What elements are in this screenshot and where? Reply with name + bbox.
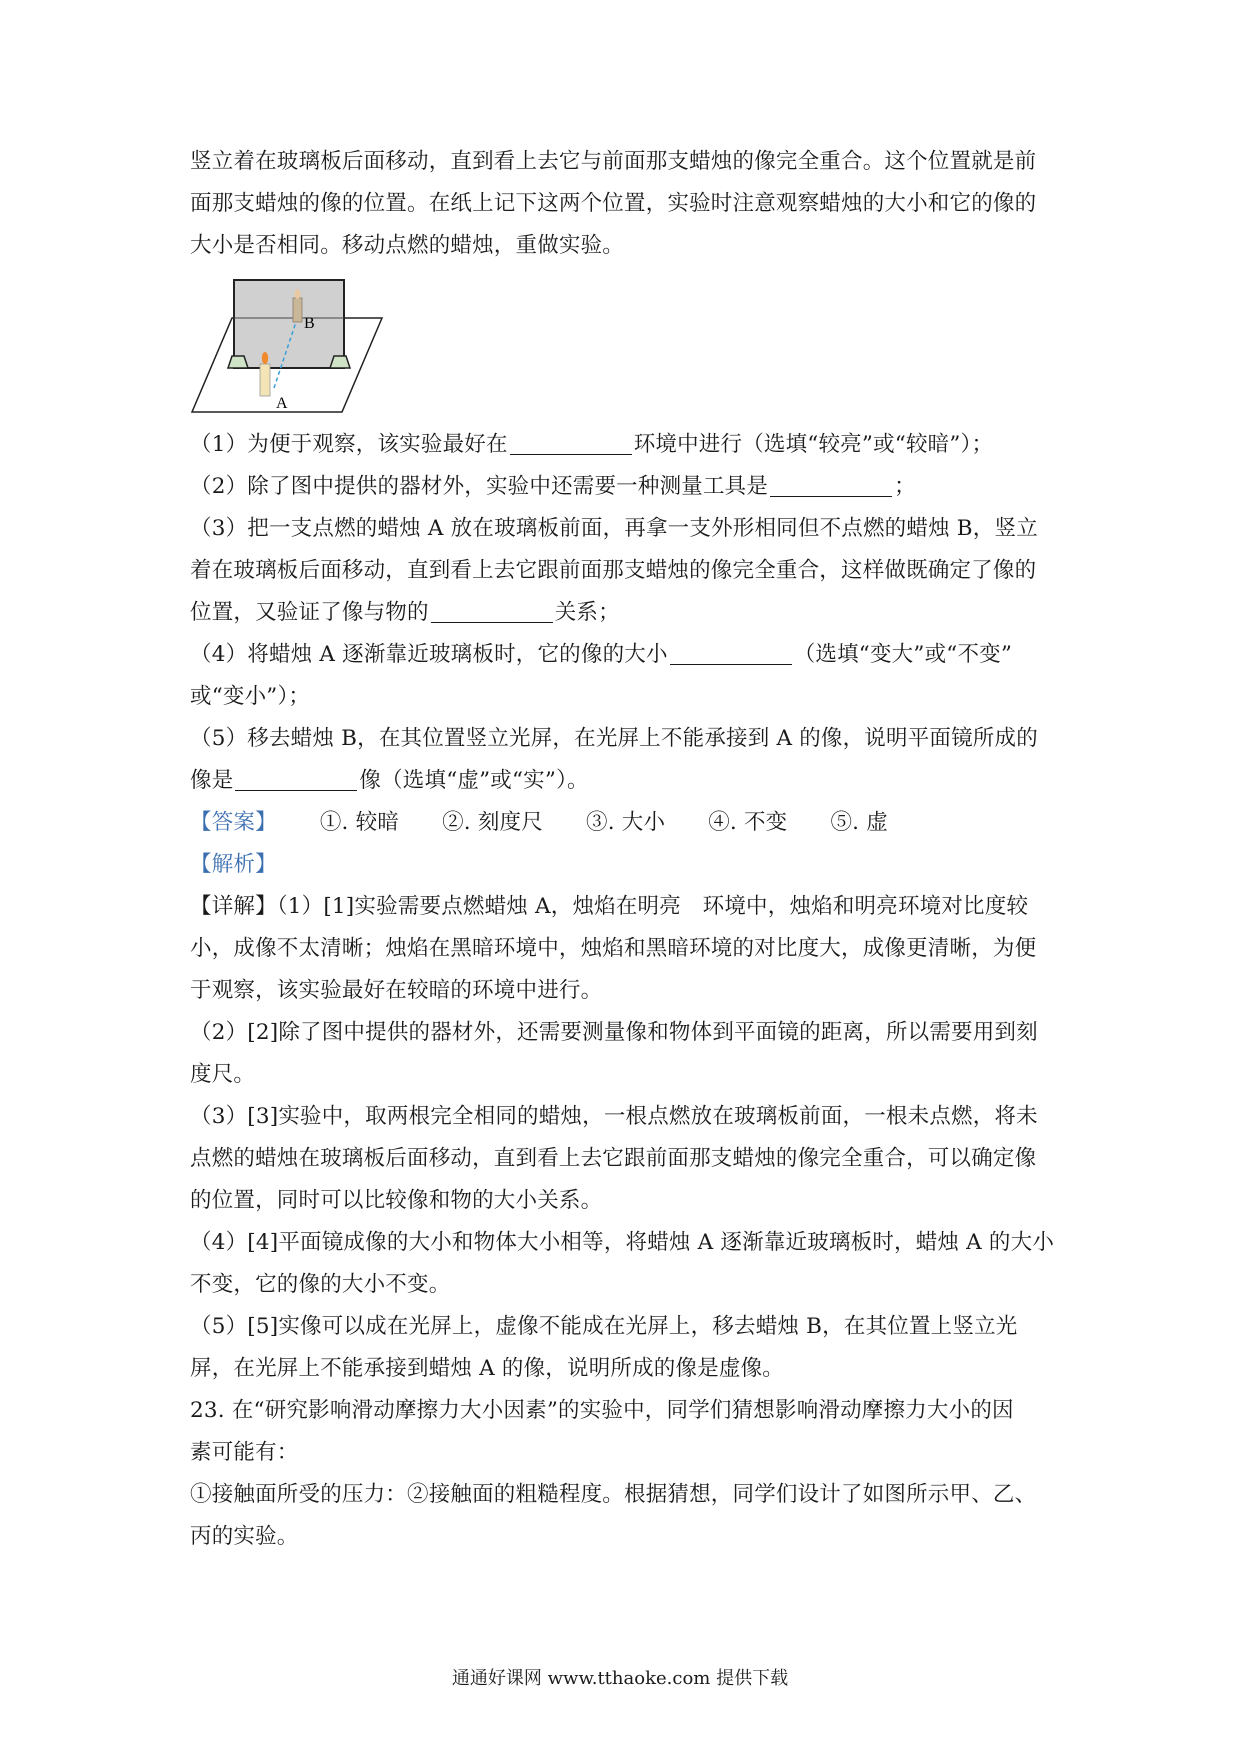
- detail-3-line-2: 点燃的蜡烛在玻璃板后面移动，直到看上去它跟前面那支蜡烛的像完全重合，可以确定像: [190, 1146, 1037, 1171]
- answer-blank-1[interactable]: [510, 432, 632, 455]
- detail-4-line-2: 不变，它的像的大小不变。: [190, 1272, 451, 1297]
- candle-b-image-flame: [295, 289, 301, 299]
- answer-blank-4[interactable]: [670, 642, 792, 665]
- question-1-text: （1）为便于观察，该实验最好在: [190, 432, 508, 457]
- left-stand: [228, 356, 248, 368]
- question-4-line-1: [190, 640, 1012, 670]
- question-5-line-2: [190, 766, 589, 796]
- candle-b: [293, 298, 302, 322]
- question-2-text: （2）除了图中提供的器材外，实验中还需要一种测量工具是: [190, 474, 769, 499]
- answer-item: ①. 较暗: [319, 810, 400, 835]
- detail-1-line-3: 于观察，该实验最好在较暗的环境中进行。: [190, 978, 603, 1003]
- answer-blank-2[interactable]: [770, 474, 892, 497]
- detail-1-line-1: [190, 892, 1028, 922]
- candle-a: [260, 364, 270, 396]
- question-5-suffix: 像（选填“虚”或“实”）。: [359, 768, 589, 793]
- question-23-line-1: 23. 在“研究影响滑动摩擦力大小因素”的实验中，同学们猜想影响滑动摩擦力大小的因: [190, 1398, 1014, 1423]
- question-2: [190, 472, 916, 502]
- intro-line-2: 面那支蜡烛的像的位置。在纸上记下这两个位置，实验时注意观察蜡烛的大小和它的像的: [190, 191, 1037, 216]
- detail-1-text: （1）[1]实验需要点燃蜡烛 A，烛焰在明亮 环境中，烛焰和明亮环境对比度较: [276, 894, 1029, 919]
- question-3-text: 位置，又验证了像与物的: [190, 600, 429, 625]
- detail-tag: 【详解】: [190, 894, 277, 919]
- detail-3-line-1: （3）[3]实验中，取两根完全相同的蜡烛，一根点燃放在玻璃板前面，一根未点燃，将未: [190, 1104, 1038, 1129]
- question-3-suffix: 关系；: [554, 600, 620, 625]
- answer-item: ②. 刻度尺: [442, 810, 543, 835]
- question-23-line-4: 丙的实验。: [190, 1524, 299, 1549]
- detail-2-line-2: 度尺。: [190, 1062, 256, 1087]
- question-4-text: （4）将蜡烛 A 逐渐靠近玻璃板时，它的像的大小: [190, 642, 668, 667]
- question-1-suffix: 环境中进行（选填“较亮”或“较暗”）；: [633, 432, 994, 457]
- question-23-line-2: 素可能有：: [190, 1440, 299, 1465]
- glass-plate: [234, 280, 344, 368]
- mirror-experiment-diagram: [190, 278, 390, 418]
- question-3-line-3: [190, 598, 620, 628]
- detail-2-line-1: （2）[2]除了图中提供的器材外，还需要测量像和物体到平面镜的距离，所以需要用到刻: [190, 1020, 1038, 1045]
- right-stand: [330, 356, 350, 368]
- question-3-line-1: （3）把一支点燃的蜡烛 A 放在玻璃板前面，再拿一支外形相同但不点燃的蜡烛 B，竖立: [190, 516, 1038, 541]
- question-23-line-3: ①接触面所受的压力：②接触面的粗糙程度。根据猜想，同学们设计了如图所示甲、乙、: [190, 1482, 1037, 1507]
- question-4-suffix: （选填“变大”或“不变”: [793, 642, 1013, 667]
- question-2-suffix: ；: [894, 474, 916, 499]
- detail-3-line-3: 的位置，同时可以比较像和物的大小关系。: [190, 1188, 603, 1213]
- question-5-text: 像是: [190, 768, 234, 793]
- answer-blank-3[interactable]: [431, 600, 553, 623]
- label-a: A: [276, 395, 288, 412]
- page-footer[interactable]: 通通好课网 www.tthaoke.com 提供下载: [451, 1668, 789, 1689]
- detail-5-line-2: 屏，在光屏上不能承接到蜡烛 A 的像，说明所成的像是虚像。: [190, 1356, 784, 1381]
- question-5-line-1: （5）移去蜡烛 B，在其位置竖立光屏，在光屏上不能承接到 A 的像，说明平面镜所成的: [190, 726, 1038, 751]
- answer-item: ⑤. 虚: [830, 810, 888, 835]
- detail-4-line-1: （4）[4]平面镜成像的大小和物体大小相等，将蜡烛 A 逐渐靠近玻璃板时，蜡烛 A 的大小: [190, 1230, 1055, 1255]
- answer-item: ④. 不变: [708, 810, 788, 835]
- analysis-tag: 【解析】: [190, 852, 277, 877]
- answer-tag: 【答案】: [190, 810, 277, 835]
- question-4-line-2: 或“变小”）；: [190, 684, 311, 709]
- answer-item: ③. 大小: [586, 810, 666, 835]
- question-1: [190, 430, 993, 460]
- answer-row: [190, 808, 888, 838]
- question-3-line-2: 着在玻璃板后面移动，直到看上去它跟前面那支蜡烛的像完全重合，这样做既确定了像的: [190, 558, 1037, 583]
- answer-blank-5[interactable]: [235, 768, 357, 791]
- detail-5-line-1: （5）[5]实像可以成在光屏上，虚像不能成在光屏上，移去蜡烛 B，在其位置上竖立光: [190, 1314, 1018, 1339]
- intro-line-1: 竖立着在玻璃板后面移动，直到看上去它与前面那支蜡烛的像完全重合。这个位置就是前: [190, 149, 1037, 174]
- detail-1-line-2: 小，成像不太清晰；烛焰在黑暗环境中，烛焰和黑暗环境的对比度大，成像更清晰，为便: [190, 936, 1037, 961]
- intro-line-3: 大小是否相同。移动点燃的蜡烛，重做实验。: [190, 233, 625, 258]
- candle-a-flame: [262, 352, 268, 364]
- label-b: B: [304, 315, 315, 332]
